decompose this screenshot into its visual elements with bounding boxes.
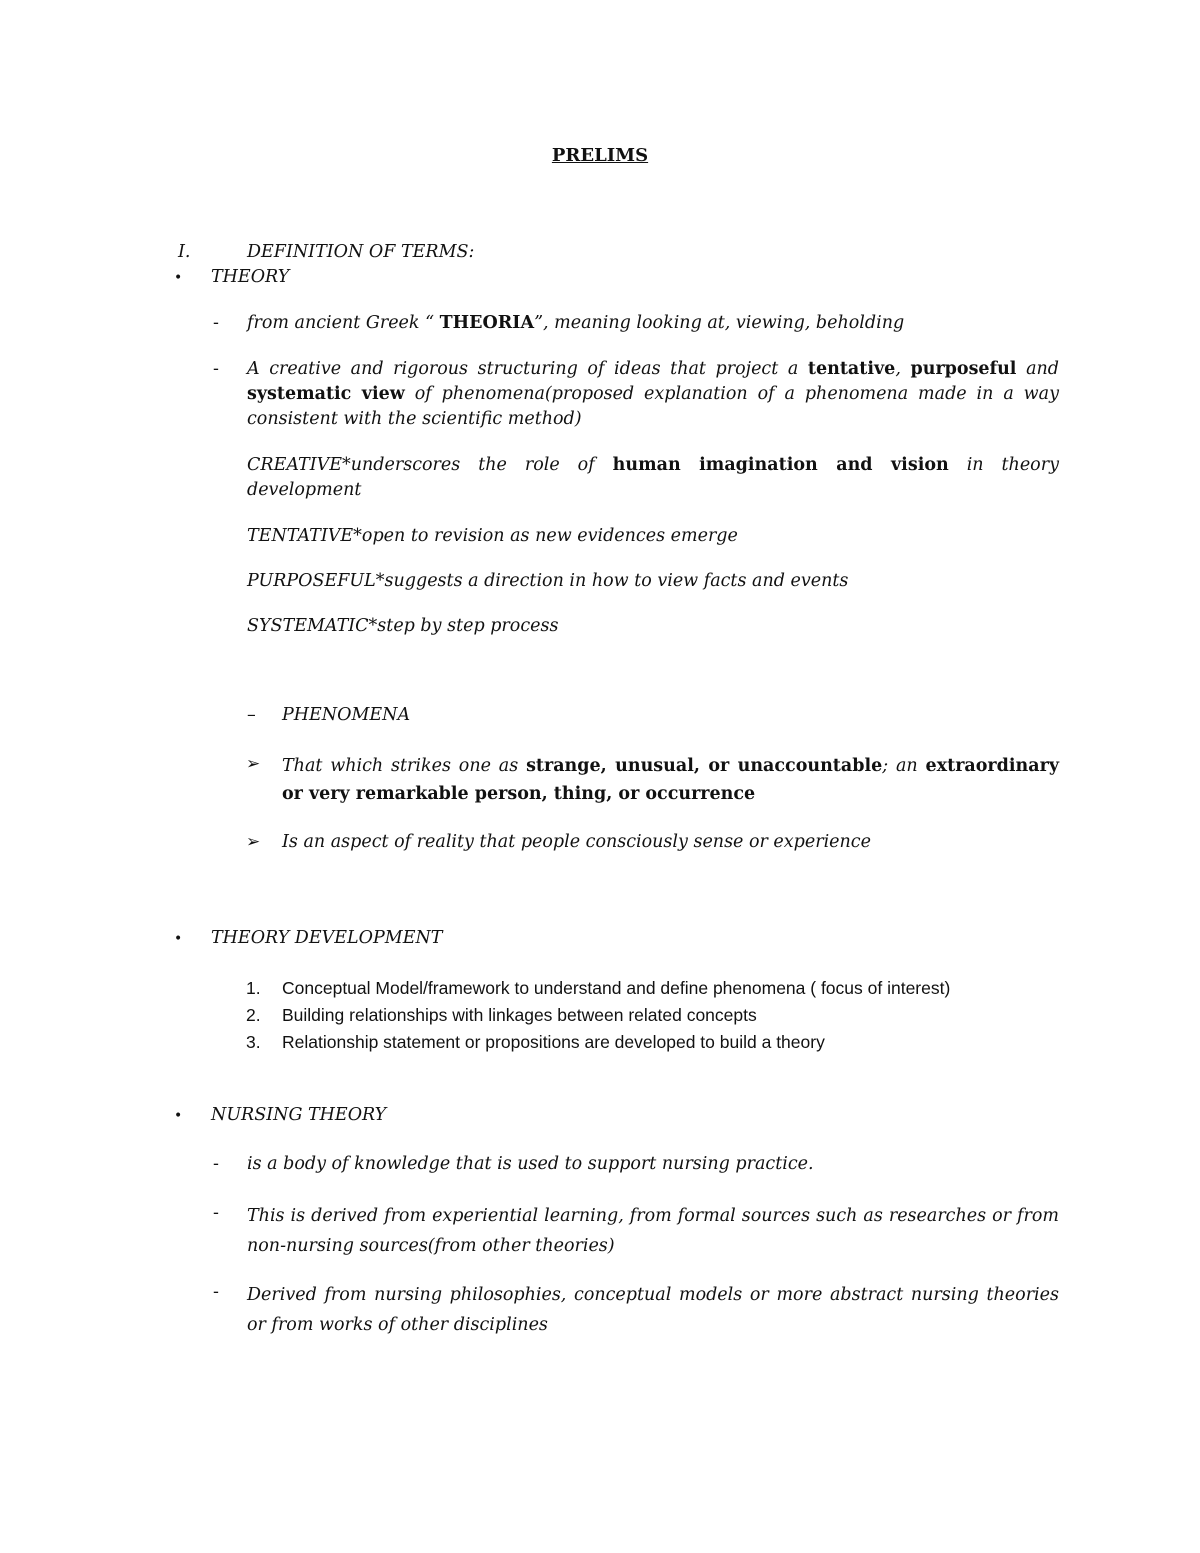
dash-icon: - [213,1203,219,1223]
dash-icon: - [213,1154,219,1174]
theory-development-label: THEORY DEVELOPMENT [211,928,443,948]
bullet-icon: • [174,1108,183,1124]
phenomena-label: PHENOMENA [282,705,411,725]
arrow-bullet-icon: ➢ [246,754,261,774]
nursing-theory-item: Derived from nursing philosophies, conceptual models or more abstract nursing theories or from works of other disciplines [247,1285,1059,1335]
list-item: Conceptual Model/framework to understand and define phenomena ( focus of interest) [282,978,951,998]
list-item: Building relationships with linkages between related concepts [282,1005,757,1025]
arrow-bullet-icon: ➢ [246,832,261,852]
theory-definition-origin: from ancient Greek “ THEORIA”, meaning looking at, viewing, beholding [247,313,905,333]
list-number: 3. [246,1032,261,1052]
dash-icon: - [213,359,219,379]
list-number: 2. [246,1005,261,1025]
list-item: Relationship statement or propositions are developed to build a theory [282,1032,825,1052]
theory-definition-structuring: A creative and rigorous structuring of ideas that project a tentative, purposeful and systematic view of phenomena(proposed explanation of a phenomena made in a way consistent with the scientific method) [247,359,1059,429]
tentative-note: TENTATIVE*open to revision as new evidences emerge [247,526,738,546]
nursing-theory-item: This is derived from experiential learning, from formal sources such as researches or from non-nursing sources(from other theories) [247,1206,1059,1256]
nursing-theory-item: is a body of knowledge that is used to support nursing practice. [247,1154,814,1174]
nursing-theory-label: NURSING THEORY [211,1105,387,1125]
section-heading: DEFINITION OF TERMS: [247,242,475,262]
systematic-note: SYSTEMATIC*step by step process [247,616,559,636]
section-numeral: I. [178,242,191,262]
list-number: 1. [246,978,261,998]
phenomena-definition: That which strikes one as strange, unusual, or unaccountable; an extraordinary or very remarkable person, thing, or occurrence [282,756,1059,804]
bullet-icon: • [174,270,183,286]
creative-note: CREATIVE*underscores the role of human imagination and vision in theory development [247,455,1059,500]
bullet-icon: • [174,931,183,947]
phenomena-aspect: Is an aspect of reality that people consciously sense or experience [282,832,871,852]
purposeful-note: PURPOSEFUL*suggests a direction in how to view facts and events [247,571,849,591]
page-title: PRELIMS [551,145,649,166]
theory-label: THEORY [211,267,290,287]
en-dash-icon: – [247,705,256,725]
dash-icon: - [213,313,219,333]
dash-icon: - [213,1282,219,1302]
